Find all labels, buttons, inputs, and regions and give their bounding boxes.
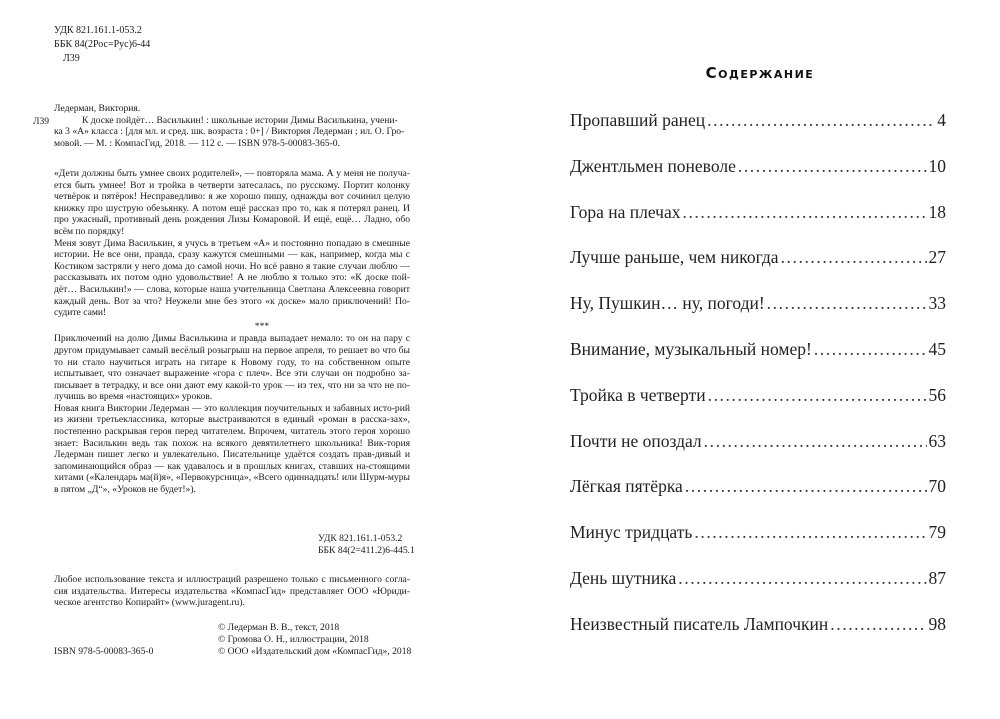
toc-item-title: Лучше раньше, чем никогда	[570, 247, 779, 268]
annotation-paragraph: Приключений на долю Димы Василькина и правда выпадает немало: то он на пару с другом придумывает самый весёлый розыгрыш на первое апреля, то решает во что бы то ни стало научиться играть на гитаре к Новому году, то на собственном опыте испытывает, что означает выражение «гора с плеч». Все эти случаи он подробно за-писывает в тетрадку, и все они дают ему какой-то урок — из тех, что ни за что не по-лучишь во время «настоящих» уроков.	[54, 333, 410, 403]
copyright-line: © Ледерман В. В., текст, 2018	[218, 622, 340, 633]
bib-line-3: мовой. — М. : КомпасГид, 2018. — 112 с. — ISBN 978-5-00083-365-0.	[54, 137, 340, 149]
dot-leader	[767, 293, 927, 314]
copyright-block	[218, 622, 411, 659]
toc-item[interactable]	[570, 476, 946, 522]
toc-item[interactable]	[570, 202, 946, 248]
bib-line-1: К доске пойдёт… Василькин! : школьные истории Димы Василькина, учени-	[82, 114, 398, 126]
toc-item[interactable]	[570, 522, 946, 568]
license-text: Любое использование текста и иллюстраций разрешено только с письменного согла-сия издательства. Интересы издательства «КомпасГид» представляет ООО «Юриди-ческое агентство Копирайт» (www.juragent.ru).	[54, 574, 410, 609]
toc-item-page: 98	[928, 613, 946, 634]
dot-leader	[682, 202, 926, 223]
toc-item[interactable]	[570, 385, 946, 431]
udk-code: УДК 821.161.1-053.2	[54, 25, 142, 36]
toc-item-title: Почти не опоздал	[570, 430, 702, 451]
side-author-sign: Л39	[33, 116, 50, 127]
annotation-paragraph: Новая книга Виктории Ледерман — это коллекция поучительных и забавных исто-рий из жизни третьеклассника, которые выстраиваются в единый «роман в расска-зах», постепенно раскрывая героя перед читателем. Впрочем, читатель этого героя хорошо знает: Василькин ведь так похож на всякого девятилетнего школьника! Вик-тория Ледерман пишет легко и увлекательно. Писательнице удаётся создать прав-дивый и запоминающийся образ — как удавалось и в прошлых книгах, ставших на-стоящими хитами («Календарь ма(й)я», «Первокурсница», «Всего одиннадцать! или Шурм-муры в пятом „Д“», «Уроков не будет!»).	[54, 402, 410, 496]
toc-item[interactable]	[570, 293, 946, 339]
toc-item[interactable]	[570, 339, 946, 385]
dot-leader	[704, 431, 927, 452]
toc-item-page: 79	[928, 522, 946, 543]
dot-leader	[830, 614, 926, 635]
right-page	[500, 0, 1000, 719]
copyright-line: © Громова О. Н., иллюстрации, 2018	[218, 634, 369, 646]
toc-item[interactable]	[570, 614, 946, 660]
classification-codes	[54, 24, 150, 66]
bbk-code-secondary: ББК 84(2=411.2)6-445.1	[318, 545, 415, 556]
toc-item-page: 27	[928, 247, 946, 268]
toc-item-title: Пропавший ранец	[570, 110, 706, 130]
udk-code-secondary: УДК 821.161.1-053.2	[318, 533, 403, 544]
toc-item-page: 4	[937, 110, 946, 130]
copyright-line: © ООО «Издательский дом «КомпасГид», 2018	[218, 646, 412, 658]
separator: ***	[254, 320, 270, 332]
toc-item-title: Неизвестный писатель Лампочкин	[570, 613, 829, 634]
toc-item-page: 87	[928, 567, 946, 588]
toc-item-page: 33	[928, 293, 946, 314]
toc-item-title: Гора на плечах	[570, 201, 681, 222]
toc-item[interactable]	[570, 110, 946, 156]
toc-item-page: 63	[928, 430, 946, 451]
toc-item-page: 56	[928, 384, 946, 405]
dot-leader	[781, 247, 927, 268]
dot-leader	[707, 110, 935, 131]
dot-leader	[685, 476, 927, 497]
dot-leader	[694, 522, 926, 543]
table-of-contents	[570, 110, 946, 660]
classification-codes-secondary	[318, 533, 415, 557]
toc-item-page: 45	[928, 338, 946, 359]
toc-item-title: Лёгкая пятёрка	[570, 476, 683, 497]
toc-item-title: День шутника	[570, 567, 677, 588]
toc-item-title: Тройка в четверти	[570, 384, 706, 405]
contents-title: Содержание	[705, 64, 815, 82]
annotation-paragraph: «Дети должны быть умнее своих родителей», — повторяла мама. А у меня не получа-ется быть умнее! Вот и тройка в четверти затесалась, по русскому. Портит колонку четвёрок и пятёрок! Несправедливо: я же хорошо пишу, однажды вот сочинил целую книжку про шуструю обезьянку. А потом ещё рассказ про то, как я потерял ранец. И про ужасный, противный день рождения Лизы Комаровой. И ещё, ещё… Ладно, обо всём по порядку!	[54, 168, 410, 237]
toc-item-title: Внимание, музыкальный номер!	[570, 338, 812, 359]
author-sign: Л39	[63, 53, 80, 64]
author-line: Ледерман, Виктория.	[54, 103, 141, 114]
toc-item[interactable]	[570, 247, 946, 293]
bbk-code: ББК 84(2Рос=Рус)6-44	[54, 39, 151, 50]
toc-item-page: 10	[928, 155, 946, 176]
bibliographic-record	[33, 103, 410, 149]
dot-leader	[678, 568, 926, 589]
toc-item[interactable]	[570, 156, 946, 202]
toc-item-title: Ну, Пушкин… ну, погоди!	[570, 293, 765, 314]
toc-item[interactable]	[570, 568, 946, 614]
isbn: ISBN 978-5-00083-365-0	[54, 646, 154, 657]
bib-line-2: ка 3 «А» класса : [для мл. и сред. шк. возраста : 0+] / Виктория Ледерман ; ил. О. Гро-	[54, 126, 405, 138]
toc-item[interactable]	[570, 431, 946, 477]
toc-item-title: Минус тридцать	[570, 522, 693, 543]
annotation-paragraph: Меня зовут Дима Василькин, я учусь в третьем «А» и постоянно попадаю в смешные истории. Не все они, правда, сразу кажутся смешными — как, например, когда мы с Костиком застряли у него дома до самой ночи. Но всё равно я такие случаи люблю — рассказывать их потом одно удовольствие! А не люблю я только это: «К доске пой-дёт… Василькин!» — слова, которые наша учительница Светлана Алексеевна говорит каждый день. Вот за что? Неужели мне без этого «к доске» мало приключений! По-судите сами!	[54, 237, 410, 319]
toc-item-page: 70	[928, 476, 946, 497]
dot-leader	[708, 385, 927, 406]
toc-item-page: 18	[928, 201, 946, 222]
annotation	[54, 168, 410, 496]
license-notice	[54, 574, 410, 609]
toc-item-title: Джентльмен поневоле	[570, 155, 736, 176]
dot-leader	[738, 156, 927, 177]
dot-leader	[814, 339, 927, 360]
